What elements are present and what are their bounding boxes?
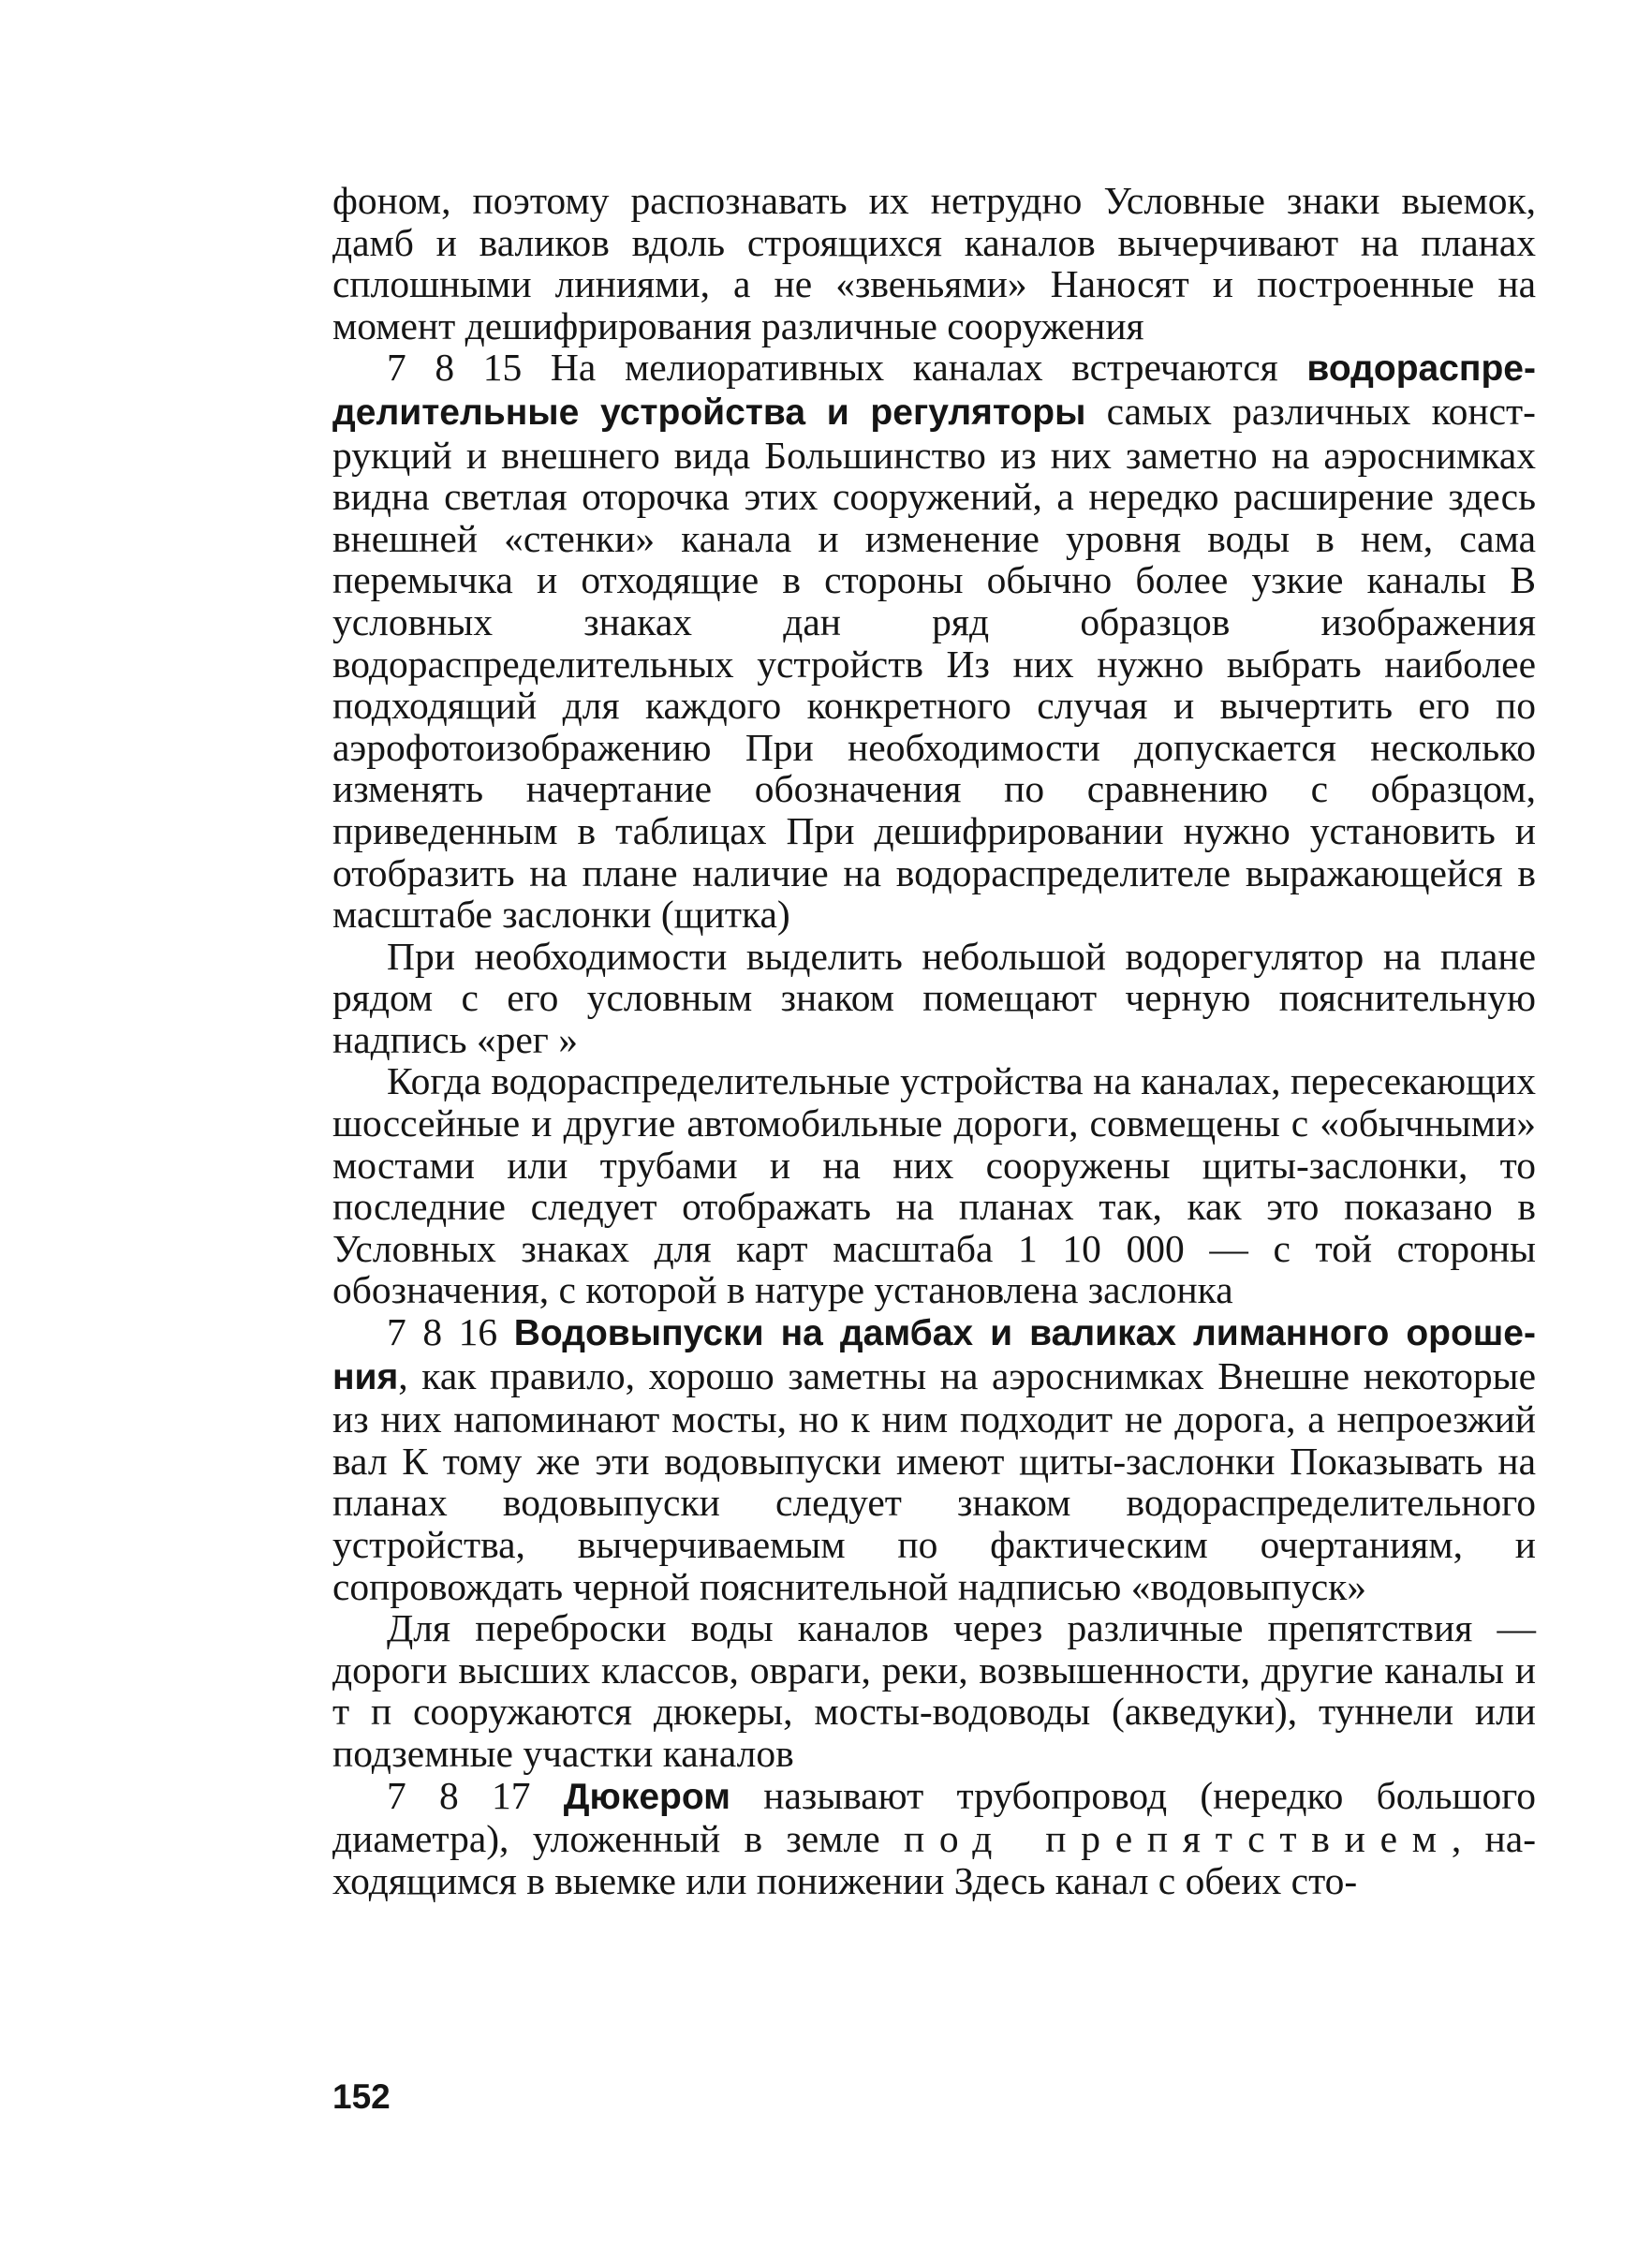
paragraph-text: , как правило, хорошо заметны на аэроснимках Внешне некоторые из них напоминают мосты, но к ним подходит не дорога, а непроезжий вал К тому же эти водовыпуски имеют щиты-заслонки Показывать на планах водовыпуски следует знаком водораспределительного устройства, вычерчиваемым по фактическим очертаниям, и сопровождать черной пояснительной надписью «водовыпуск» xyxy=(332,1353,1536,1608)
paragraph-7-8-16 xyxy=(332,1311,1536,1607)
section-number-text: 7 8 15 На мелиоративных каналах встречаются xyxy=(387,346,1307,390)
page-body xyxy=(332,180,1536,1901)
paragraph-text: самых различных конструкций и внешнего вида Большинство из них заметно на аэроснимках видна светлая оторочка этих сооружений, а нередко расширение здесь внешней «стенки» канала и изменение уровня воды в нем, сама перемычка и отходящие в стороны обычно более узкие каналы В условных знаках дан ряд образцов изображения водораспределительных устройств Из них нужно выбрать наиболее подходящий для каждого конкретного случая и вычертить его по аэрофотоизображению При необходимости допускается несколько изменять начертание обозначения по сравнению с образцом, приведенным в таблицах При дешифрировании нужно установить и отобразить на плане наличие на водораспределителе выражающейся в масштабе заслонки (щитка) xyxy=(332,389,1536,937)
term-water-outlets: Водовыпуски на дамбах и валиках лиманного орошения xyxy=(332,1313,1536,1397)
section-number-text: 7 8 16 xyxy=(387,1310,514,1354)
section-number-text: 7 8 17 xyxy=(387,1773,564,1817)
paragraph-regulator-note: При необходимости выделить небольшой водорегулятор на плане рядом с его условным знаком помещают черную пояснительную надпись «рег » xyxy=(332,934,1536,1061)
paragraph-text: называют трубопровод (нередко большого диаметра), уложенный в земле xyxy=(332,1773,1536,1861)
paragraph-text: , находящимся в выемке или понижении Здесь канал с обеих сто- xyxy=(332,1817,1537,1902)
paragraph-road-crossings: Когда водораспределительные устройства на каналах, пересекающих шоссейные и другие автомобильные дороги, совмещены с «обычными» мостами или трубами и на них сооружены щиты-заслонки, то последние следует отображать на планах так, как это показано в Условных знаках для карт масштаба 1 10 000 — с той стороны обозначения, с которой в натуре установлена заслонка xyxy=(332,1059,1536,1312)
spaced-emphasis-text: под препятствием xyxy=(903,1817,1452,1861)
page-number: 152 xyxy=(332,2077,391,2116)
term-culvert-siphon: Дюкером xyxy=(563,1776,731,1817)
paragraph-water-transfer: Для переброски воды каналов через различные препятствия — дороги высших классов, овраги, реки, возвышенности, другие каналы и т п сооружаются дюкеры, мосты-водоводы (акведуки), туннели или подземные участки каналов xyxy=(332,1606,1536,1775)
paragraph-7-8-15 xyxy=(332,347,1536,935)
paragraph-7-8-17 xyxy=(332,1775,1536,1902)
term-water-distribution-devices: водораспределительные устройства и регуляторы xyxy=(332,348,1536,433)
paragraph-continuation: фоном, поэтому распознавать их нетрудно Условные знаки выемок, дамб и валиков вдоль строящихся каналов вычерчивают на планах сплошными линиями, а не «звеньями» Наносят и построенные на момент дешифрирования различные сооружения xyxy=(332,179,1536,347)
